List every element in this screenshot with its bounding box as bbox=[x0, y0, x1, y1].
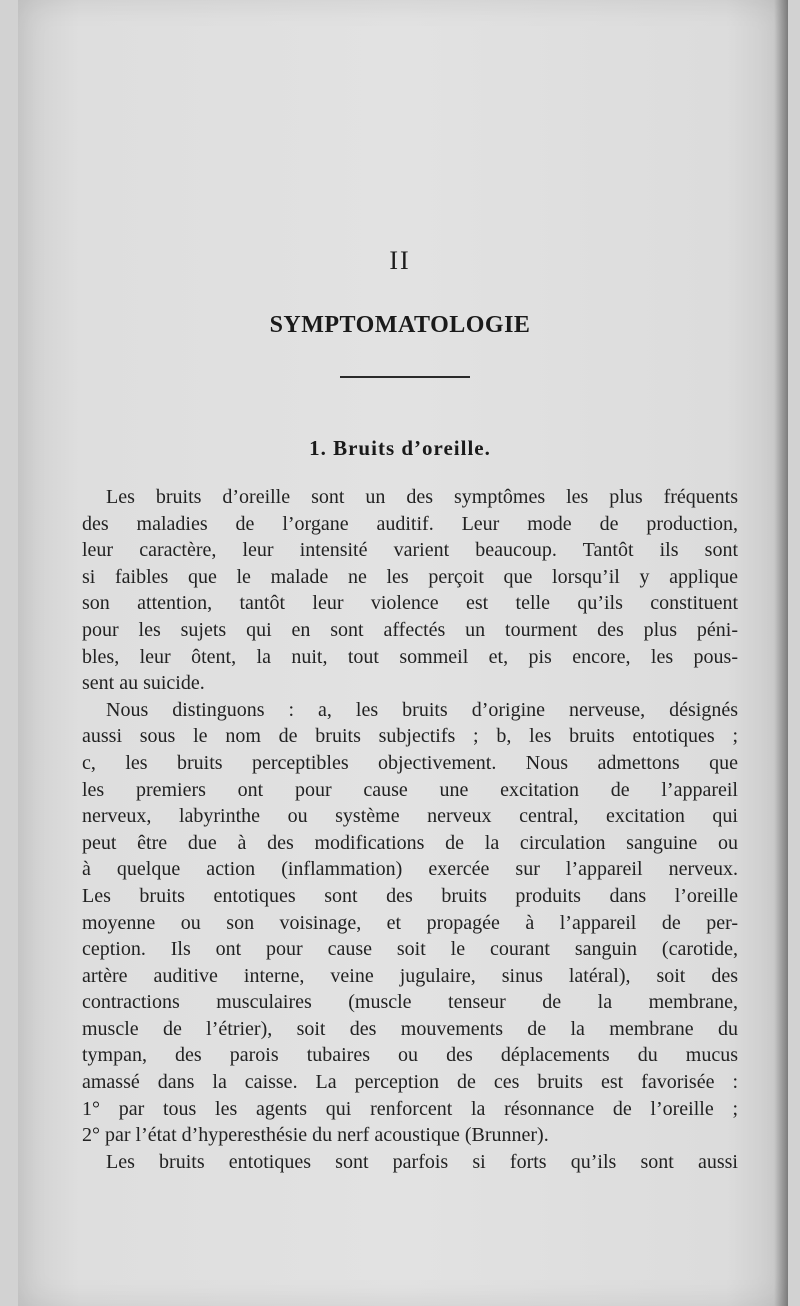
chapter-title: SYMPTOMATOLOGIE bbox=[269, 312, 531, 338]
text-line: les premiers ont pour cause une excitation de l’appareil bbox=[82, 778, 738, 801]
text-line: Les bruits entotiques sont des bruits produits dans l’oreille bbox=[82, 884, 738, 907]
chapter-number: II bbox=[389, 246, 411, 275]
text-line: Les bruits d’oreille sont un des symptômes les plus fréquents bbox=[106, 486, 738, 508]
text-line: son attention, tantôt leur violence est telle qu’ils constituent bbox=[82, 592, 738, 615]
section-title: 1. Bruits d’oreille. bbox=[309, 436, 491, 460]
text-line: c, les bruits perceptibles objectivement. Nous admettons que bbox=[82, 751, 738, 774]
text-line: 1° par tous les agents qui renforcent la résonnance de l’oreille ; bbox=[82, 1097, 738, 1120]
page-edge-shadow bbox=[774, 0, 788, 1306]
text-line: bles, leur ôtent, la nuit, tout sommeil et, pis encore, les pous- bbox=[82, 645, 738, 668]
text-line: artère auditive interne, veine jugulaire, sinus latéral), soit des bbox=[82, 964, 738, 987]
title-rule bbox=[340, 376, 470, 378]
text-line: peut être due à des modifications de la circulation sanguine ou bbox=[82, 831, 738, 854]
text-line: contractions musculaires (muscle tenseur de la membrane, bbox=[82, 991, 738, 1014]
text-line: ception. Ils ont pour cause soit le courant sanguin (carotide, bbox=[82, 938, 738, 961]
text-line: si faibles que le malade ne les perçoit que lorsqu’il y applique bbox=[82, 565, 738, 588]
text-line: leur caractère, leur intensité varient beaucoup. Tantôt ils sont bbox=[82, 539, 738, 562]
text-line: pour les sujets qui en sont affectés un tourment des plus péni- bbox=[82, 618, 738, 641]
text-line: amassé dans la caisse. La perception de ces bruits est favorisée : bbox=[82, 1071, 738, 1094]
text-line: nerveux, labyrinthe ou système nerveux central, excitation qui bbox=[82, 805, 738, 828]
text-line: 2° par l’état d’hyperesthésie du nerf acoustique (Brunner). bbox=[82, 1124, 549, 1147]
text-line: des maladies de l’organe auditif. Leur mode de production, bbox=[82, 512, 738, 535]
text-line: aussi sous le nom de bruits subjectifs ; b, les bruits entotiques ; bbox=[82, 725, 738, 748]
text-line: Nous distinguons : a, les bruits d’origine nerveuse, désignés bbox=[106, 698, 738, 721]
body-text bbox=[82, 484, 738, 1175]
text-line: sent au suicide. bbox=[82, 672, 205, 695]
text-line: à quelque action (inflammation) exercée sur l’appareil nerveux. bbox=[82, 858, 738, 881]
text-line: muscle de l’étrier), soit des mouvements de la membrane du bbox=[82, 1017, 738, 1040]
text-line: Les bruits entotiques sont parfois si forts qu’ils sont aussi bbox=[106, 1150, 738, 1173]
text-line: tympan, des parois tubaires ou des déplacements du mucus bbox=[82, 1044, 738, 1067]
text-line: moyenne ou son voisinage, et propagée à l’appareil de per- bbox=[82, 911, 738, 934]
